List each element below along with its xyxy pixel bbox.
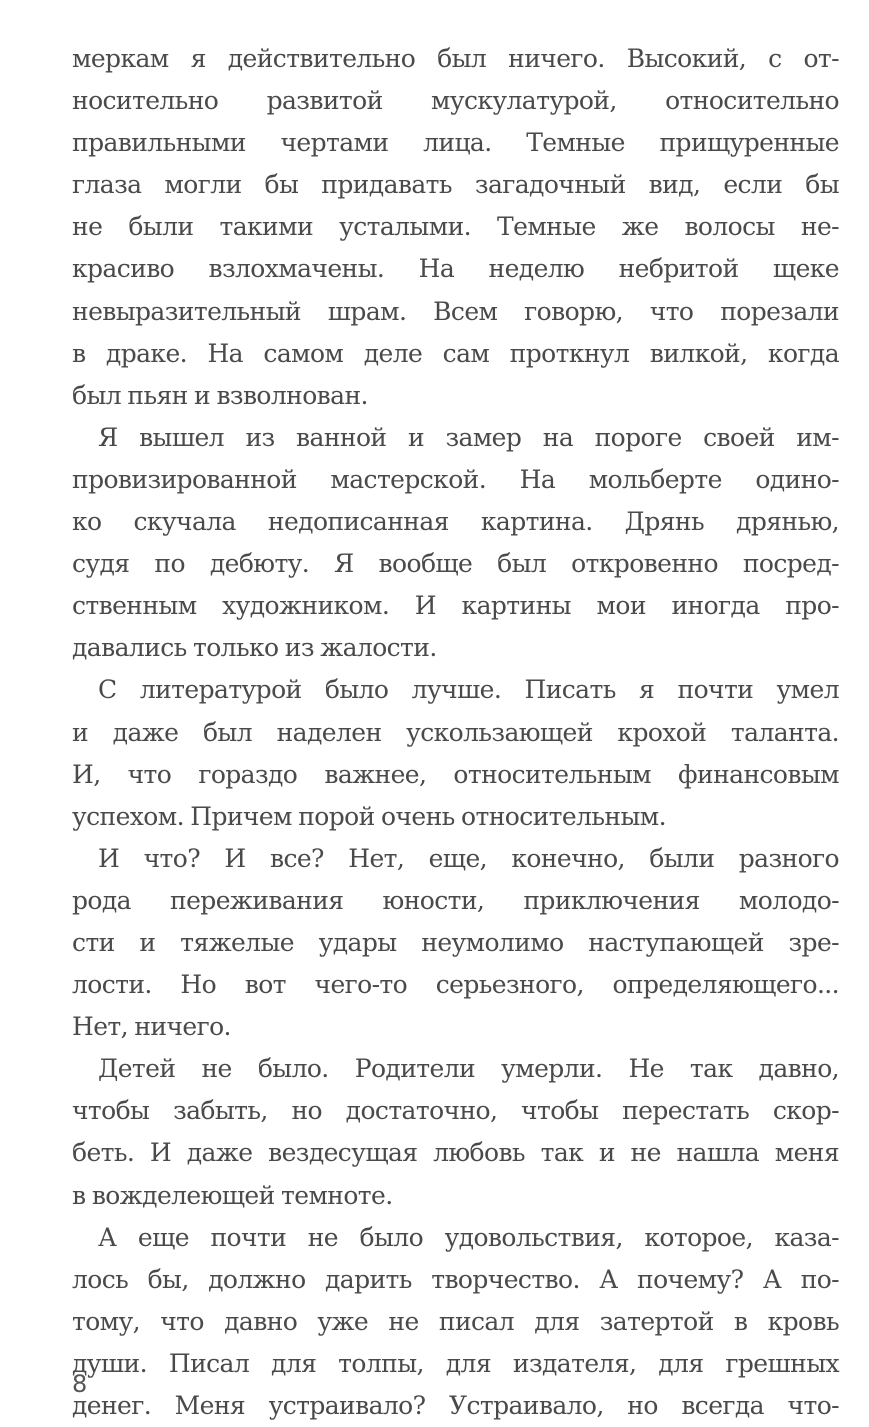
text-line: красиво взлохмачены. На неделю небритой щеке <box>72 254 839 284</box>
text-line: был пьян и взволнован. <box>72 380 368 410</box>
text-line: Нет, ничего. <box>72 1012 231 1042</box>
text-line: А еще почти не было удовольствия, которое, каза- <box>98 1222 839 1252</box>
text-line: успехом. Причем порой очень относительным. <box>72 801 666 831</box>
text-line: правильными чертами лица. Темные прищуренные <box>72 128 839 158</box>
text-line: не были такими усталыми. Темные же волосы не- <box>72 212 839 242</box>
text-line: провизированной мастерской. На мольберте одино- <box>72 464 839 494</box>
text-line: беть. И даже вездесущая любовь так и не нашла меня <box>72 1138 839 1168</box>
text-line: ко скучала недописанная картина. Дрянь дрянью, <box>72 507 839 537</box>
text-line: невыразительный шрам. Всем говорю, что порезали <box>72 296 839 326</box>
text-line: носительно развитой мускулатурой, относительно <box>72 86 839 116</box>
text-line: в драке. На самом деле сам проткнул вилкой, когда <box>72 338 839 368</box>
text-line: И что? И все? Нет, еще, конечно, были разного <box>98 843 839 873</box>
text-line: лости. Но вот чего-то серьезного, определяющего... <box>72 970 839 1000</box>
text-line: Я вышел из ванной и замер на пороге своей им- <box>98 422 839 452</box>
text-line: денег. Меня устраивало? Устраивало, но всегда что- <box>72 1391 839 1420</box>
text-line: глаза могли бы придавать загадочный вид, если бы <box>72 170 839 200</box>
text-line: чтобы забыть, но достаточно, чтобы перестать скор- <box>72 1096 839 1126</box>
text-line: тому, что давно уже не писал для затертой в кровь <box>72 1306 839 1336</box>
text-line: меркам я действительно был ничего. Высокий, с от- <box>72 44 839 73</box>
text-line: и даже был наделен ускользающей крохой таланта. <box>72 717 839 747</box>
text-line: в вожделеющей темноте. <box>72 1180 393 1210</box>
text-line: Детей не было. Родители умерли. Не так давно, <box>98 1054 839 1084</box>
text-line: И, что гораздо важнее, относительным финансовым <box>72 759 839 789</box>
text-line: рода переживания юности, приключения молодо- <box>72 885 839 915</box>
text-line: лось бы, должно дарить творчество. А почему? А по- <box>72 1264 839 1294</box>
text-line: давались только из жалости. <box>72 633 437 663</box>
page-body-text <box>72 38 839 1427</box>
text-line: сти и тяжелые удары неумолимо наступающей зре- <box>72 927 839 957</box>
text-line: судя по дебюту. Я вообще был откровенно посред- <box>72 549 839 579</box>
text-line: ственным художником. И картины мои иногда про- <box>72 591 839 621</box>
text-line: души. Писал для толпы, для издателя, для грешных <box>72 1348 839 1378</box>
page-number: 8 <box>72 1370 88 1398</box>
text-line: С литературой было лучше. Писать я почти умел <box>98 675 839 705</box>
